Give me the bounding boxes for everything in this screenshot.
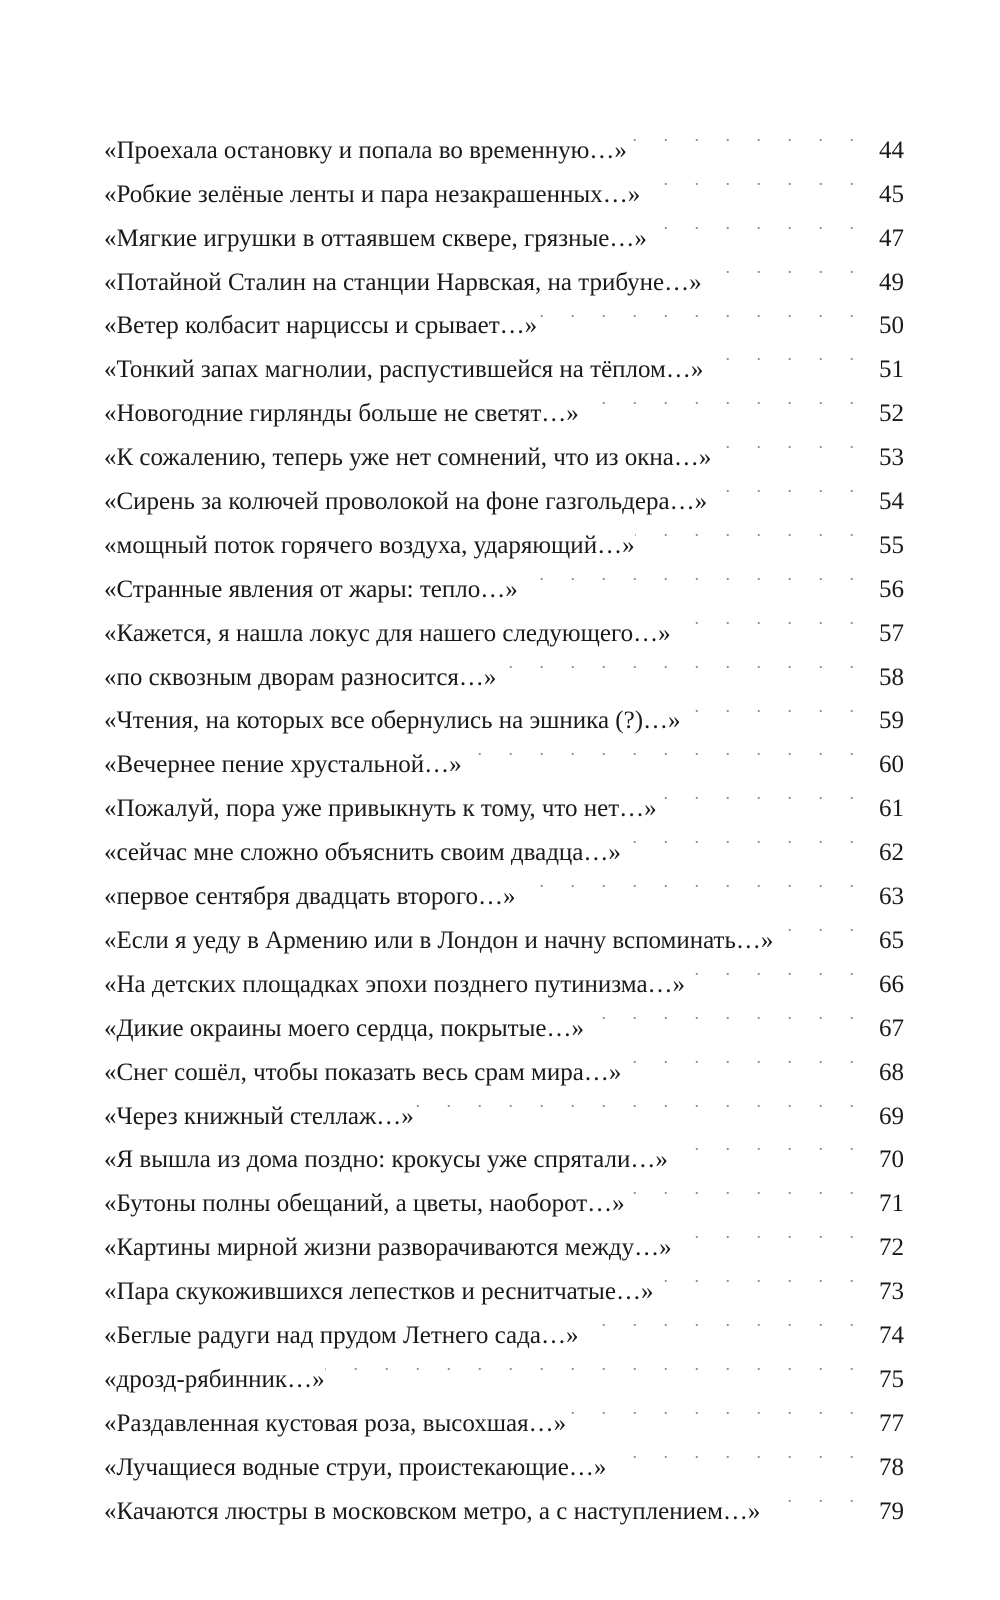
toc-entry-page-number: 53	[879, 444, 904, 472]
toc-entry-title: «Картины мирной жизни разворачиваются между…»	[104, 1234, 672, 1262]
dot-leader	[414, 1080, 860, 1124]
toc-entry-title: «Я вышла из дома поздно: крокусы уже спрятали…»	[104, 1146, 668, 1174]
toc-entry-page-number: 58	[879, 663, 904, 691]
toc-entry-page-number: 49	[879, 268, 904, 296]
toc-entry-page-number: 66	[879, 970, 904, 998]
dot-leader	[325, 1343, 860, 1387]
toc-entry-page-number: 75	[879, 1365, 904, 1393]
toc-entry-title: «Робкие зелёные ленты и пара незакрашенных…»	[104, 180, 641, 208]
dot-leader	[566, 1387, 860, 1431]
dot-leader	[647, 202, 860, 246]
toc-entry-title: «Через книжный стеллаж…»	[104, 1102, 414, 1130]
dot-leader	[627, 114, 860, 158]
toc-entry-title: «К сожалению, теперь уже нет сомнений, что из окна…»	[104, 444, 712, 472]
dot-leader	[703, 333, 860, 377]
toc-entry-title: «сейчас мне сложно объяснить своим двадца…»	[104, 839, 621, 867]
toc-entry-page-number: 70	[879, 1146, 904, 1174]
toc-entry-page-number: 73	[879, 1278, 904, 1306]
toc-entry-title: «Новогодние гирлянды больше не светят…»	[104, 400, 579, 428]
toc-entry-title: «Кажется, я нашла локус для нашего следующего…»	[104, 619, 671, 647]
toc-entry-page-number: 68	[879, 1058, 904, 1086]
dot-leader	[702, 246, 860, 290]
toc-entry-page-number: 60	[879, 751, 904, 779]
dot-leader	[707, 465, 860, 509]
toc-entry-title: «Мягкие игрушки в оттаявшем сквере, грязные…»	[104, 224, 647, 252]
toc-entry-page-number: 77	[879, 1409, 904, 1437]
toc-entry-page-number: 59	[879, 707, 904, 735]
toc-entry[interactable]	[104, 114, 904, 164]
toc-entry-page-number: 45	[879, 180, 904, 208]
toc-entry-title: «Беглые радуги над прудом Летнего сада…»	[104, 1321, 579, 1349]
toc-entry-page-number: 51	[879, 356, 904, 384]
dot-leader	[537, 290, 860, 334]
toc-entry-title: «Тонкий запах магнолии, распустившейся на тёплом…»	[104, 356, 704, 384]
toc-entry-page-number: 65	[879, 926, 904, 954]
dot-leader	[671, 597, 860, 641]
dot-leader	[462, 728, 860, 772]
toc-entry-title: «Ветер колбасит нарциссы и срывает…»	[104, 312, 538, 340]
toc-entry-title: «Вечернее пение хрустальной…»	[104, 751, 462, 779]
dot-leader	[584, 992, 860, 1036]
dot-leader	[681, 685, 860, 729]
toc-entry-page-number: 44	[879, 136, 904, 164]
toc-entry-title: «первое сентября двадцать второго…»	[104, 883, 516, 911]
toc-entry-page-number: 71	[879, 1190, 904, 1218]
toc-entry-page-number: 74	[879, 1321, 904, 1349]
toc-entry-page-number: 54	[879, 488, 904, 516]
toc-entry-page-number: 78	[879, 1453, 904, 1481]
dot-leader	[621, 816, 860, 860]
dot-leader	[760, 1475, 860, 1519]
dot-leader	[657, 772, 860, 816]
dot-leader	[685, 948, 860, 992]
toc-entry-title: «Лучащиеся водные струи, проистекающие…»	[104, 1453, 607, 1481]
dot-leader	[578, 1299, 860, 1343]
toc-entry-title: «Потайной Сталин на станции Нарвская, на трибуне…»	[104, 268, 702, 296]
toc-entry-page-number: 56	[879, 575, 904, 603]
toc-entry-page-number: 55	[879, 531, 904, 559]
toc-entry-page-number: 72	[879, 1234, 904, 1262]
toc-entry-title: «Пара скукожившихся лепестков и реснитчатые…»	[104, 1278, 654, 1306]
dot-leader	[668, 1123, 860, 1167]
dot-leader	[640, 158, 860, 202]
toc-entry-page-number: 69	[879, 1102, 904, 1130]
toc-entry-title: «Раздавленная кустовая роза, высохшая…»	[104, 1409, 567, 1437]
toc-entry-page-number: 62	[879, 839, 904, 867]
dot-leader	[625, 1167, 860, 1211]
toc-entry-title: «Странные явления от жары: тепло…»	[104, 575, 518, 603]
toc-entry-title: «Чтения, на которых все обернулись на эшника (?)…»	[104, 707, 681, 735]
toc-entry-title: «Сирень за колючей проволокой на фоне газгольдера…»	[104, 488, 708, 516]
toc-entry-page-number: 50	[879, 312, 904, 340]
toc-entry-title: «Снег сошёл, чтобы показать весь срам мира…»	[104, 1058, 622, 1086]
toc-entry-title: «Качаются люстры в московском метро, а с наступлением…»	[104, 1497, 761, 1525]
dot-leader	[635, 509, 860, 553]
toc-entry-title: «Если я уеду в Армению или в Лондон и начну вспоминать…»	[104, 926, 774, 954]
toc-entry-title: «Бутоны полны обещаний, а цветы, наоборот…»	[104, 1190, 625, 1218]
toc-entry-title: «Проехала остановку и попала во временную…»	[104, 136, 627, 164]
dot-leader	[518, 553, 860, 597]
toc-entry-title: «дрозд-рябинник…»	[104, 1365, 325, 1393]
toc-entry-title: «мощный поток горячего воздуха, ударяющий…»	[104, 531, 635, 559]
dot-leader	[579, 377, 860, 421]
toc-entry-page-number: 57	[879, 619, 904, 647]
dot-leader	[711, 421, 860, 465]
dot-leader	[672, 1211, 860, 1255]
toc-entry-title: «по сквозным дворам разносится…»	[104, 663, 497, 691]
dot-leader	[516, 860, 860, 904]
toc-entry-title: «Дикие окраины моего сердца, покрытые…»	[104, 1014, 584, 1042]
toc-entry-page-number: 61	[879, 795, 904, 823]
toc-entry-page-number: 52	[879, 400, 904, 428]
toc-entry-title: «Пожалуй, пора уже привыкнуть к тому, что нет…»	[104, 795, 657, 823]
dot-leader	[653, 1255, 860, 1299]
dot-leader	[621, 1036, 860, 1080]
dot-leader	[606, 1431, 860, 1475]
toc-entry-page-number: 63	[879, 883, 904, 911]
toc-entry-page-number: 67	[879, 1014, 904, 1042]
dot-leader	[496, 641, 860, 685]
table-of-contents	[104, 114, 904, 1525]
dot-leader	[773, 904, 860, 948]
toc-entry-title: «На детских площадках эпохи позднего путинизма…»	[104, 970, 686, 998]
toc-entry-page-number: 79	[879, 1497, 904, 1525]
toc-entry-page-number: 47	[879, 224, 904, 252]
